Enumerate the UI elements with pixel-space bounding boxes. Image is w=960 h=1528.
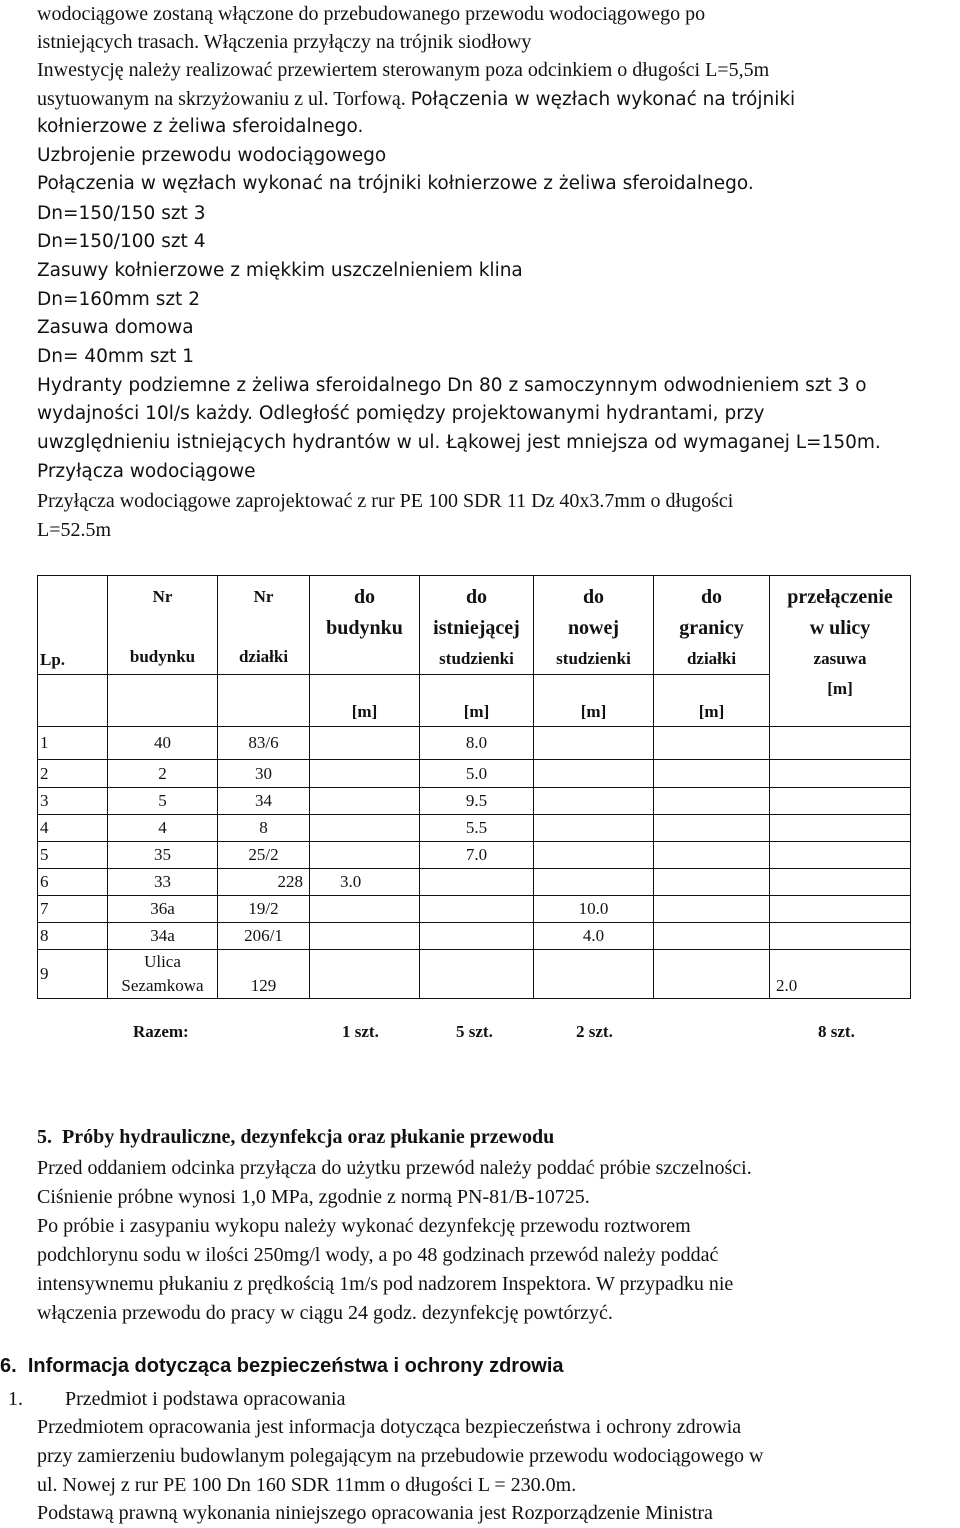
section-6-number: 6. [0, 1355, 17, 1377]
cell-do-nowej [534, 869, 654, 896]
cell-do-granicy [654, 842, 770, 869]
cell-do-nowej [534, 788, 654, 815]
cell-budynek-2: Sezamkowa [121, 976, 204, 995]
header-do-ist-3: studzienki [439, 649, 514, 668]
cell-do-istniejacej [420, 896, 534, 923]
section-6-heading [0, 1355, 564, 1378]
unit-empty-2 [108, 675, 218, 727]
cell-do-istniejacej: 9.5 [420, 788, 534, 815]
cell-do-budynku: 3.0 [310, 869, 420, 896]
spec-line-5: Zasuwy kołnierzowe z miękkim uszczelnieniem klina [37, 260, 523, 281]
cell-przelaczenie [770, 788, 911, 815]
intro-line-4-text: usytuowanym na skrzyżowaniu z ul. Torfową. [37, 88, 406, 110]
totals-do-nowej: 2 szt. [576, 1022, 613, 1041]
cell-budynek: 35 [108, 842, 218, 869]
cell-lp: 8 [38, 923, 108, 950]
intro-line-4 [37, 85, 795, 115]
cell-do-granicy [654, 727, 770, 760]
totals-do-istniejacej: 5 szt. [456, 1022, 493, 1041]
cell-lp: 4 [38, 815, 108, 842]
cell-dzialka: 25/2 [218, 842, 310, 869]
section-6-line-1: Przedmiotem opracowania jest informacja dotycząca bezpieczeństwa i ochrony zdrowia [37, 1416, 742, 1438]
cell-do-nowej: 4.0 [534, 923, 654, 950]
header-prz-4: [m] [827, 679, 853, 698]
cell-do-granicy [654, 923, 770, 950]
cell-do-nowej: 10.0 [534, 896, 654, 923]
section-6-subheading [8, 1385, 345, 1414]
cell-budynek-1: Ulica [144, 952, 181, 971]
cell-do-granicy [654, 896, 770, 923]
cell-dzialka: 30 [218, 760, 310, 788]
section-6-sub-title: Przedmiot i podstawa opracowania [65, 1388, 346, 1410]
table-row [38, 869, 911, 896]
spec-line-8: Dn= 40mm szt 1 [37, 346, 195, 367]
intro-line-1: wodociągowe zostaną włączone do przebudowanego przewodu wodociągowego po [37, 3, 706, 25]
unit-do-istniejacej: [m] [420, 675, 534, 727]
cell-przelaczenie [770, 923, 911, 950]
unit-empty-1 [38, 675, 108, 727]
cell-przelaczenie [770, 842, 911, 869]
header-nr-budynku-1: Nr [152, 587, 173, 606]
header-prz-2: w ulicy [809, 617, 871, 639]
cell-dzialka: 8 [218, 815, 310, 842]
cell-dzialka: 34 [218, 788, 310, 815]
totals-label: Razem: [133, 1022, 189, 1041]
cell-przelaczenie [770, 815, 911, 842]
cell-do-budynku [310, 788, 420, 815]
cell-do-istniejacej: 5.5 [420, 815, 534, 842]
section-6-title: Informacja dotycząca bezpieczeństwa i ochrony zdrowia [27, 1355, 564, 1377]
header-przelaczenie [770, 576, 911, 727]
intro-line-3: Inwestycję należy realizować przewiertem sterowanym poza odcinkiem o długości L=5,5m [37, 59, 770, 81]
cell-lp: 9 [38, 950, 108, 999]
table-row [38, 788, 911, 815]
table-row [38, 760, 911, 788]
header-do-gr-1: do [700, 586, 723, 608]
section-6-line-4: Podstawą prawną wykonania niniejszego opracowania jest Rozporządzenie Ministra [37, 1502, 713, 1524]
header-do-istniejacej [420, 576, 534, 675]
cell-budynek: 36a [108, 896, 218, 923]
cell-budynek [108, 950, 218, 999]
spec-line-10 [37, 400, 764, 429]
table-row [38, 815, 911, 842]
cell-do-granicy-empty [654, 950, 770, 999]
header-nr-budynku-2: budynku [129, 647, 196, 666]
header-do-now-1: do [582, 586, 605, 608]
header-do-ist-1: do [465, 586, 488, 608]
cell-dzialka: 19/2 [218, 896, 310, 923]
spec-line-9: Hydranty podziemne z żeliwa sferoidalnego Dn 80 z samoczynnym odwodnieniem szt 3 o [37, 375, 867, 396]
intro-line-5: kołnierzowe z żeliwa sferoidalnego. [37, 116, 364, 137]
cell-budynek: 33 [108, 869, 218, 896]
cell-lp: 5 [38, 842, 108, 869]
cell-lp: 7 [38, 896, 108, 923]
section-5-heading [37, 1126, 554, 1149]
cell-do-granicy: 2.0 [770, 950, 911, 999]
spec-line-10b: Odległość pomiędzy projektowanymi hydrantami, przy [258, 403, 765, 424]
distance-table [37, 575, 910, 995]
spec-line-4: Dn=150/100 szt 4 [37, 231, 206, 252]
unit-do-granicy: [m] [654, 675, 770, 727]
cell-do-istniejacej: 7.0 [420, 842, 534, 869]
section-5-line-4: podchlorynu sodu w ilości 250mg/l wody, a po 48 godzinach przewód należy poddać [37, 1244, 719, 1266]
cell-do-granicy [654, 788, 770, 815]
table-row [38, 727, 911, 760]
header-lp: Lp. [38, 576, 108, 675]
header-do-budynku-2: budynku [326, 617, 403, 639]
cell-do-istniejacej [420, 923, 534, 950]
intro-line-4-sans: Połączenia w węzłach wykonać na trójniki [410, 89, 796, 110]
totals-do-budynku: 1 szt. [342, 1022, 379, 1041]
cell-do-nowej [534, 950, 654, 999]
cell-do-granicy [654, 869, 770, 896]
cell-do-nowej [534, 815, 654, 842]
header-nr-budynku [108, 576, 218, 675]
header-do-budynku [310, 576, 420, 675]
table-row [38, 923, 911, 950]
cell-do-budynku [310, 815, 420, 842]
header-do-nowej [534, 576, 654, 675]
cell-przelaczenie [770, 727, 911, 760]
cell-dzialka: 129 [218, 950, 310, 999]
cell-do-istniejacej [420, 869, 534, 896]
section-6-line-3: ul. Nowej z rur PE 100 Dn 160 SDR 11mm o długości L = 230.0m. [37, 1474, 577, 1496]
cell-do-budynku [310, 896, 420, 923]
cell-lp: 6 [38, 869, 108, 896]
section-5-number: 5. [37, 1126, 52, 1148]
spec-line-10a: wydajności 10l/s każdy. [37, 403, 253, 424]
cell-budynek: 2 [108, 760, 218, 788]
header-do-gr-3: działki [686, 649, 737, 668]
totals-row [0, 1022, 960, 1048]
header-do-gr-2: granicy [679, 617, 744, 639]
spec-line-14: L=52.5m [37, 519, 112, 541]
cell-budynek: 34a [108, 923, 218, 950]
unit-do-budynku: [m] [310, 675, 420, 727]
cell-do-budynku [310, 842, 420, 869]
header-nr-dzialki [218, 576, 310, 675]
spec-line-12: Przyłącza wodociągowe [37, 461, 256, 482]
header-do-ist-2: istniejącej [433, 617, 520, 639]
cell-do-nowej [534, 727, 654, 760]
spec-line-2: Połączenia w węzłach wykonać na trójniki kołnierzowe z żeliwa sferoidalnego. [37, 173, 754, 194]
header-nr-dzialki-1: Nr [253, 587, 274, 606]
section-5-line-6: włączenia przewodu do pracy w ciągu 24 godz. dezynfekcję powtórzyć. [37, 1302, 613, 1324]
header-nr-dzialki-2: działki [238, 647, 289, 666]
header-prz-1: przełączenie [787, 586, 893, 608]
section-5-line-1: Przed oddaniem odcinka przyłącza do użytku przewód należy poddać próbie szczelności. [37, 1157, 752, 1179]
intro-line-2: istniejących trasach. Włączenia przyłączy na trójnik siodłowy [37, 31, 532, 53]
header-do-budynku-1: do [353, 586, 376, 608]
cell-do-budynku [310, 923, 420, 950]
header-do-now-2: nowej [567, 617, 620, 639]
cell-do-istniejacej: 8.0 [420, 727, 534, 760]
spec-line-13: Przyłącza wodociągowe zaprojektować z rur PE 100 SDR 11 Dz 40x3.7mm o długości [37, 490, 734, 512]
header-do-granicy [654, 576, 770, 675]
cell-do-budynku [310, 760, 420, 788]
cell-przelaczenie [770, 896, 911, 923]
unit-empty-3 [218, 675, 310, 727]
table-row [38, 950, 911, 999]
section-5-line-5: intensywnemu płukaniu z prędkością 1m/s pod nadzorem Inspektora. W przypadku nie [37, 1273, 734, 1295]
section-6-line-2: przy zamierzeniu budowlanym polegającym na przebudowie przewodu wodociągowego w [37, 1445, 764, 1467]
cell-lp: 1 [38, 727, 108, 760]
cell-dzialka: 206/1 [218, 923, 310, 950]
cell-dzialka: 83/6 [218, 727, 310, 760]
table-row [38, 842, 911, 869]
cell-do-nowej [534, 842, 654, 869]
cell-do-istniejacej: 5.0 [420, 760, 534, 788]
unit-do-nowej: [m] [534, 675, 654, 727]
totals-do-granicy: 8 szt. [818, 1022, 855, 1041]
cell-do-granicy [654, 760, 770, 788]
cell-lp: 2 [38, 760, 108, 788]
section-5-line-2: Ciśnienie próbne wynosi 1,0 MPa, zgodnie z normą PN-81/B-10725. [37, 1186, 590, 1208]
cell-do-nowej [534, 760, 654, 788]
table-row [38, 896, 911, 923]
spec-line-7: Zasuwa domowa [37, 317, 194, 338]
header-prz-3: zasuwa [813, 649, 867, 668]
cell-budynek: 4 [108, 815, 218, 842]
cell-do-istniejacej [420, 950, 534, 999]
cell-budynek: 40 [108, 727, 218, 760]
cell-budynek: 5 [108, 788, 218, 815]
cell-do-budynku [310, 727, 420, 760]
spec-line-11: uwzględnieniu istniejących hydrantów w ul. Łąkowej jest mniejsza od wymaganej L=150m. [37, 432, 881, 453]
cell-dzialka: 228 [218, 869, 310, 896]
spec-line-6: Dn=160mm szt 2 [37, 289, 200, 310]
header-do-now-3: studzienki [556, 649, 631, 668]
cell-lp: 3 [38, 788, 108, 815]
spec-line-3: Dn=150/150 szt 3 [37, 203, 206, 224]
cell-do-budynku [310, 950, 420, 999]
cell-do-granicy [654, 815, 770, 842]
spec-heading: Uzbrojenie przewodu wodociągowego [37, 145, 387, 166]
cell-przelaczenie [770, 869, 911, 896]
cell-przelaczenie [770, 760, 911, 788]
section-6-sub-number: 1. [8, 1388, 23, 1410]
section-5-line-3: Po próbie i zasypaniu wykopu należy wykonać dezynfekcję przewodu roztworem [37, 1215, 691, 1237]
section-5-title: Próby hydrauliczne, dezynfekcja oraz płukanie przewodu [62, 1126, 555, 1148]
